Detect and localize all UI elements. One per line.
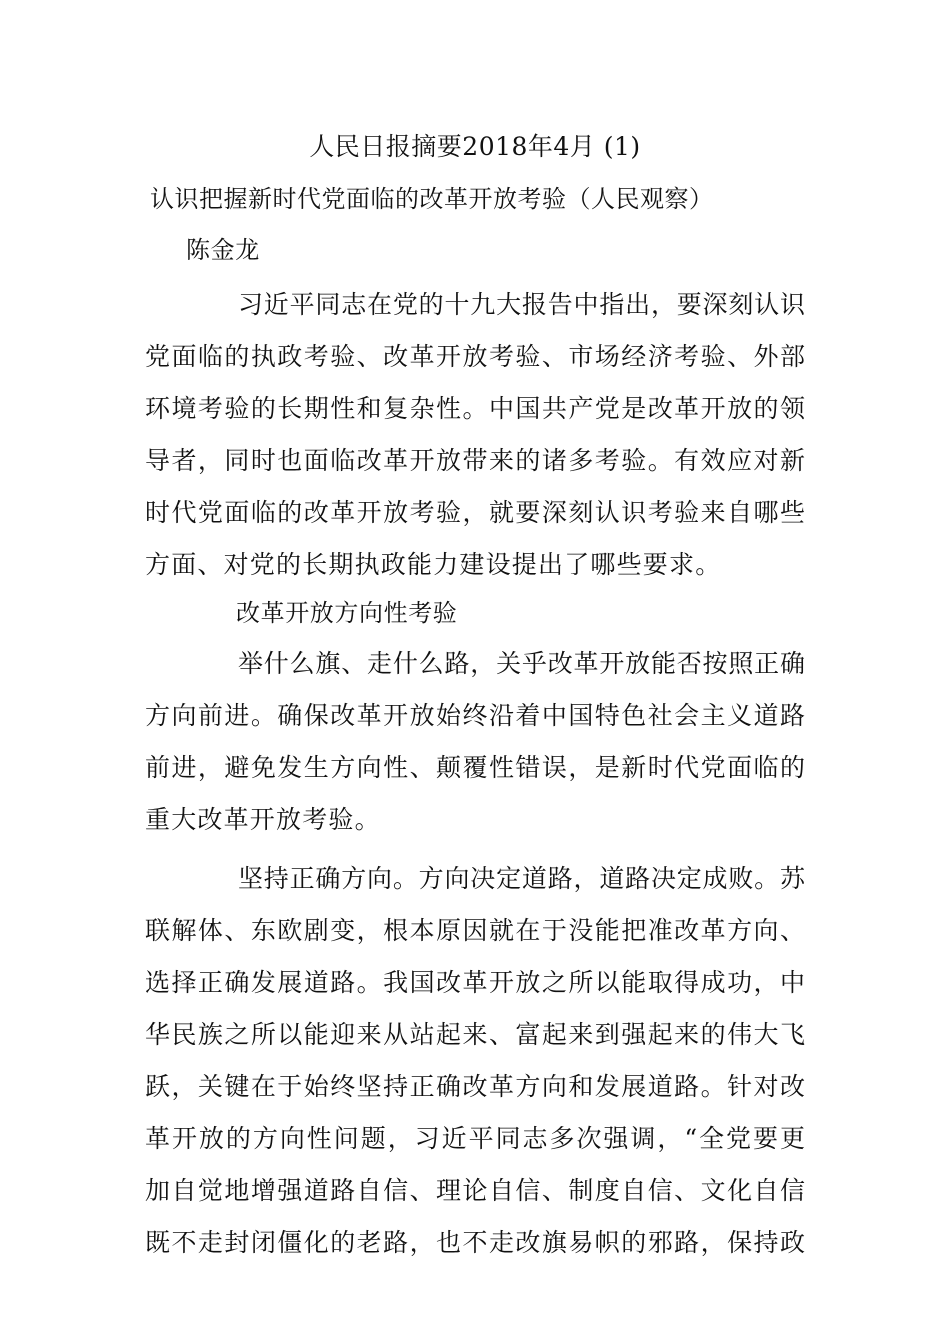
paragraph-line: 党面临的执政考验、改革开放考验、市场经济考验、外部 [145,342,805,371]
paragraph-line: 举什么旗、走什么路，关乎改革开放能否按照正确 [238,649,805,678]
document-title: 人民日报摘要2018年4月 (1) [309,132,641,161]
paragraph-line: 华民族之所以能迎来从站起来、富起来到强起来的伟大飞 [145,1020,805,1049]
paragraph-line: 跃，关键在于始终坚持正确改革方向和发展道路。针对改 [145,1072,805,1101]
paragraph-line: 坚持正确方向。方向决定道路，道路决定成败。苏 [238,864,805,893]
paragraph-line: 既不走封闭僵化的老路，也不走改旗易帜的邪路，保持政 [145,1228,805,1257]
paragraph-line: 时代党面临的改革开放考验，就要深刻认识考验来自哪些 [145,498,805,527]
section-heading: 改革开放方向性考验 [236,599,458,627]
document-subtitle: 认识把握新时代党面临的改革开放考验（人民观察） [150,185,714,213]
paragraph-line: 导者，同时也面临改革开放带来的诸多考验。有效应对新 [145,446,805,475]
paragraph-line: 习近平同志在党的十九大报告中指出，要深刻认识 [238,290,805,319]
paragraph-line: 重大改革开放考验。 [145,805,381,834]
paragraph-line: 前进，避免发生方向性、颠覆性错误，是新时代党面临的 [145,753,805,782]
paragraph-line: 革开放的方向性问题，习近平同志多次强调，“全党要更 [145,1124,805,1153]
paragraph-line: 加自觉地增强道路自信、理论自信、制度自信、文化自信 [145,1176,805,1205]
paragraph-line: 方面、对党的长期执政能力建设提出了哪些要求。 [145,550,722,579]
author-name: 陈金龙 [186,236,260,264]
paragraph-line: 环境考验的长期性和复杂性。中国共产党是改革开放的领 [145,394,805,423]
paragraph-line: 联解体、东欧剧变，根本原因就在于没能把准改革方向、 [145,916,805,945]
paragraph-line: 方向前进。确保改革开放始终沿着中国特色社会主义道路 [145,701,805,730]
paragraph-line: 选择正确发展道路。我国改革开放之所以能取得成功，中 [145,968,805,997]
